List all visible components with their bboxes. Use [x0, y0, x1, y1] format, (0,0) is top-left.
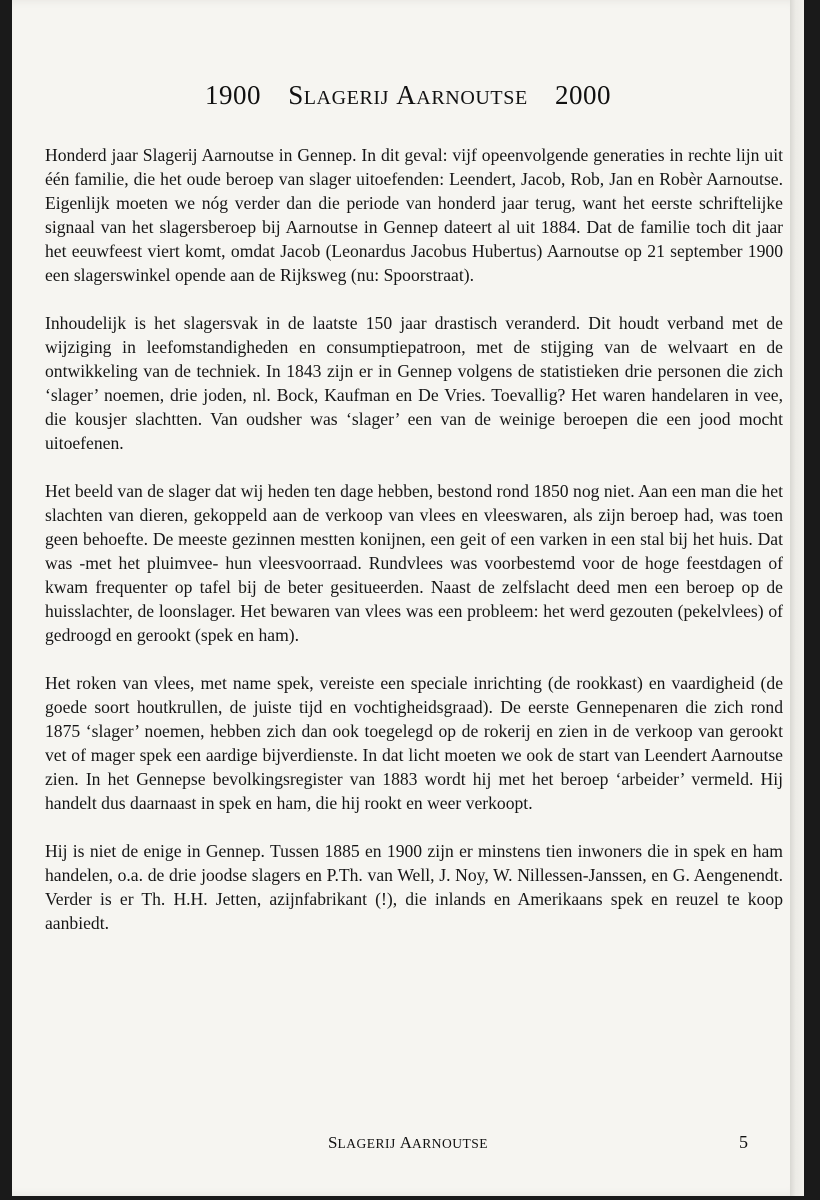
paragraph-1: Honderd jaar Slagerij Aarnoutse in Gennep. In dit geval: vijf opeenvolgende generaties in rechte lijn uit één familie, die het oude beroep van slager uitoefenden: Leendert, Jacob, Rob, Jan en Robèr Aarnoutse. Eigenlijk moeten we nóg verder dan die periode van honderd jaar terug, want het eerste schriftelijke signaal van het slagersberoep bij Aarnoutse in Gennep dateert al uit 1884. Dat de familie toch dit jaar het eeuwfeest viert komt, omdat Jacob (Leonardus Jacobus Hubertus) Aarnoutse op 21 september 1900 een slagerswinkel opende aan de Rijksweg (nu: Spoorstraat). — [45, 145, 783, 285]
paragraph-5: Hij is niet de enige in Gennep. Tussen 1885 en 1900 zijn er minstens tien inwoners die in spek en ham handelen, o.a. de drie joodse slagers en P.Th. van Well, J. Noy, W. Nillessen-Janssen, en G. Aengenendt. Verder is er Th. H.H. Jetten, azijnfabrikant (!), die inlands en Amerikaans spek en reuzel te koop aanbiedt. — [45, 841, 783, 933]
footer-word-1: SLAGERIJ — [327, 1133, 396, 1152]
paragraph-4: Het roken van vlees, met name spek, vereiste een speciale inrichting (de rookkast) en vaardigheid (de goede soort houtkrullen, de juiste tijd en vochtigheidsgraad). De eerste Gennepenaren die zich rond 1875 ‘slager’ noemen, hebben zich dan ook toegelegd op de rokerij en zien in de verkoop van gerookt vet of mager spek een aardige bijverdienste. In dat licht moeten we ook de start van Leendert Aarnoutse zien. In het Gennepse bevolkingsregister van 1883 wordt hij met het beroep ‘arbeider’ vermeld. Hij handelt dus daarnaast in spek en ham, die hij rookt en weer verkoopt. — [45, 673, 783, 813]
paragraph-2: Inhoudelijk is het slagersvak in de laatste 150 jaar drastisch veranderd. Dit houdt verband met de wijziging in leefomstandigheden en consumptiepatroon, met de stijging van de welvaart en de ontwikkeling van de techniek. In 1843 zijn er in Gennep volgens de statistieken drie personen die zich ‘slager’ noemen, drie joden, nl. Bock, Kaufman en De Vries. Toevallig? Het waren handelaren in vee, die kousjer slachtten. Van oudsher was ‘slager’ een van de weinige beroepen die een jood mocht uitoefenen. — [45, 313, 783, 453]
title-word-2: AARNOUTSE — [396, 80, 528, 110]
running-footer — [12, 1133, 804, 1153]
document-page — [12, 0, 804, 1196]
page-number: 5 — [739, 1132, 748, 1152]
title-name — [288, 80, 528, 111]
footer-word-2: AARNOUTSE — [399, 1133, 488, 1152]
title-word-1: SLAGERIJ — [288, 80, 390, 110]
title-year-end: 2000 — [555, 80, 612, 110]
paragraph-3: Het beeld van de slager dat wij heden ten dage hebben, bestond rond 1850 nog niet. Aan een man die het slachten van dieren, gekoppeld aan de verkoop van vlees en vleeswaren, als zijn beroep had, was toen geen behoefte. De meeste gezinnen mestten konijnen, een geit of een varken in een stal bij het huis. Dat was -met het pluimvee- hun vleesvoorraad. Rundvlees was voorbestemd voor de hoge feestdagen of kwam frequenter op tafel bij de beter gesitueerden. Naast de zelfslacht deed men een beroep op de huisslachter, de loonslager. Het bewaren van vlees was een probleem: het werd gezouten (pekelvlees) of gedroogd en gerookt (spek en ham). — [45, 481, 783, 645]
title-year-start: 1900 — [204, 80, 261, 110]
page-title — [12, 80, 804, 111]
page-edge — [790, 0, 804, 1196]
body-text — [45, 143, 783, 959]
